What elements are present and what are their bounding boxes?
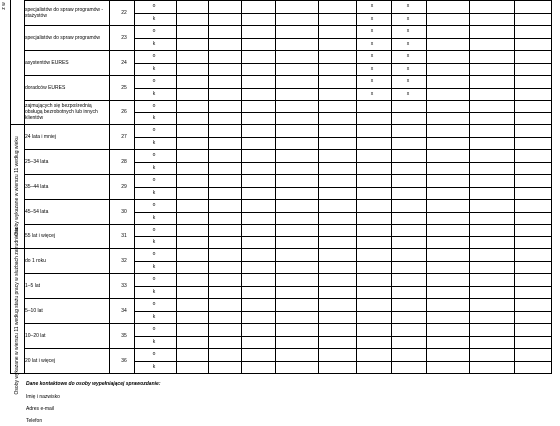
grid-hline [24,174,552,175]
row-o-marker: o [152,78,156,84]
row-k-marker: k [152,140,156,146]
grid-hline-mid [134,286,552,287]
row-o-marker: o [152,53,156,59]
row-label: 5–10 lat [25,308,43,314]
grid-hline [24,149,552,150]
grid-hline [24,298,552,299]
x-mark: x [406,78,410,84]
row-o-marker: o [152,177,156,183]
row-o-marker: o [152,301,156,307]
row-label: 24 lata i mniej [25,134,56,140]
row-k-marker: k [152,215,156,221]
row-k-marker: k [152,364,156,370]
row-k-marker: k [152,165,156,171]
row-number: 33 [121,283,127,289]
x-mark: x [370,53,374,59]
grid-hline-mid [134,13,552,14]
row-o-marker: o [152,202,156,208]
row-k-marker: k [152,16,156,22]
x-mark: x [370,16,374,22]
grid-hline-mid [134,336,552,337]
x-mark: x [370,91,374,97]
row-number: 31 [121,233,127,239]
x-mark: x [370,28,374,34]
contact-heading: Dane kontaktowe do osoby wypełniającej sprawozdanie: [26,381,161,387]
x-mark: x [406,28,410,34]
grid-hline-mid [134,311,552,312]
row-number: 27 [121,134,127,140]
name-label: Imię i nazwisko [26,394,60,400]
grid-vline [10,0,11,374]
grid-hline-mid [134,361,552,362]
grid-hline [24,75,552,76]
x-mark: x [406,41,410,47]
row-number: 23 [121,35,127,41]
row-o-marker: o [152,251,156,257]
row-k-marker: k [152,239,156,245]
row-o-marker: o [152,276,156,282]
group-label: Osoby wykazane w wierszu 11 według stażu pracy w służbach zatrudnienia [14,227,20,395]
row-label: 25–34 lata [25,159,49,165]
row-k-marker: k [152,115,156,121]
row-number: 29 [121,184,127,190]
row-o-marker: o [152,326,156,332]
row-k-marker: k [152,339,156,345]
row-number: 26 [121,109,127,115]
x-mark: x [406,3,410,9]
email-label: Adres e-mail [26,406,55,412]
group-label: z w [1,2,7,10]
grid-hline [24,348,552,349]
row-label: 55 lat i więcej [25,233,56,239]
grid-hline-mid [134,137,552,138]
grid-hline-mid [134,236,552,237]
x-mark: x [370,41,374,47]
row-number: 22 [121,10,127,16]
row-o-marker: o [152,103,156,109]
grid-hline-mid [134,112,552,113]
row-label: 1–5 lat [25,283,41,289]
x-mark: x [370,3,374,9]
row-number: 32 [121,258,127,264]
x-mark: x [406,66,410,72]
grid-hline [10,248,552,249]
row-o-marker: o [152,28,156,34]
grid-hline-mid [134,261,552,262]
row-o-marker: o [152,227,156,233]
x-mark: x [406,16,410,22]
row-o-marker: o [152,3,156,9]
phone-label: Telefon [26,418,43,424]
row-number: 28 [121,159,127,165]
row-label: 45–54 lata [25,209,49,215]
grid-hline [24,100,552,101]
grid-hline [24,25,552,26]
x-mark: x [370,78,374,84]
grid-hline [24,273,552,274]
x-mark: x [406,91,410,97]
row-label: 35–44 lata [25,184,49,190]
grid-hline [10,373,552,374]
x-mark: x [370,66,374,72]
grid-hline-mid [134,212,552,213]
x-mark: x [406,53,410,59]
group-label: Osoby wykazane w wierszu 11 według wieku [14,136,20,236]
row-label: 20 lat i więcej [25,358,56,364]
grid-hline-mid [134,38,552,39]
grid-hline [10,124,552,125]
row-k-marker: k [152,66,156,72]
row-k-marker: k [152,41,156,47]
row-k-marker: k [152,91,156,97]
grid-hline [24,224,552,225]
grid-hline-mid [134,88,552,89]
row-k-marker: k [152,264,156,270]
row-number: 36 [121,358,127,364]
row-number: 35 [121,333,127,339]
row-o-marker: o [152,127,156,133]
grid-hline [24,199,552,200]
row-label: asystentów EURES [25,60,69,66]
row-label: zajmujących się bezpośrednią obsługą bezrobotnych lub innych klientów [25,103,98,121]
grid-hline-mid [134,187,552,188]
row-number: 25 [121,85,127,91]
row-k-marker: k [152,190,156,196]
row-k-marker: k [152,314,156,320]
row-label: doradców EURES [25,85,66,91]
grid-hline [24,0,552,1]
row-o-marker: o [152,152,156,158]
grid-hline [24,50,552,51]
row-o-marker: o [152,351,156,357]
row-number: 24 [121,60,127,66]
row-label: 10–20 lat [25,333,46,339]
row-number: 34 [121,308,127,314]
grid-hline-mid [134,63,552,64]
grid-hline-mid [134,162,552,163]
row-k-marker: k [152,289,156,295]
row-label: do 1 roku [25,258,46,264]
row-label: specjalistów do spraw programów - stażystów [25,7,104,19]
grid-hline [24,323,552,324]
row-number: 30 [121,209,127,215]
row-label: specjalistów do spraw programów [25,35,101,41]
